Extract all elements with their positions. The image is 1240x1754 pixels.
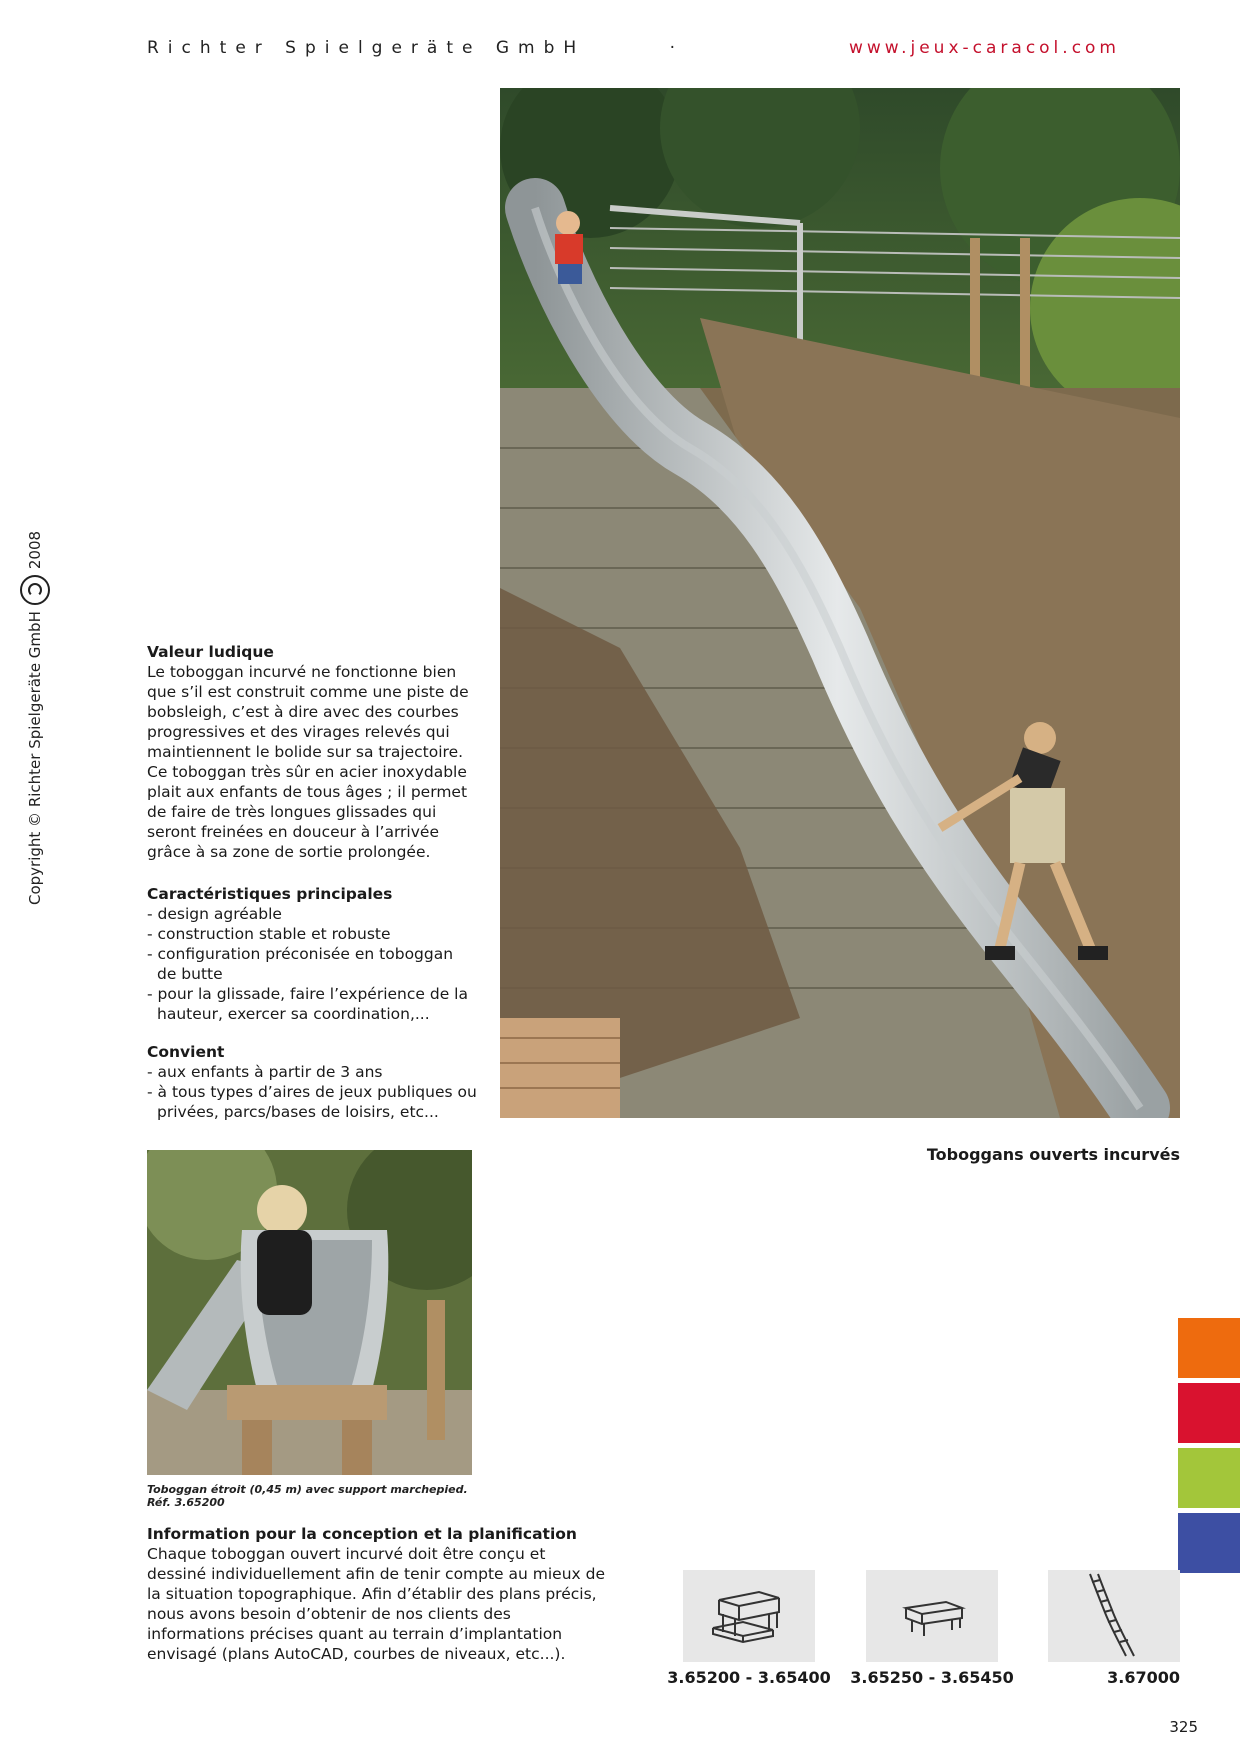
color-tab-blue[interactable]	[1178, 1513, 1240, 1573]
small-photo-caption	[147, 1483, 477, 1509]
color-tab-green[interactable]	[1178, 1448, 1240, 1508]
child-slide-illustration	[147, 1150, 472, 1475]
copyright-text: Copyright © Richter Spielgeräte GmbH	[26, 611, 44, 905]
page-number: 325	[1169, 1718, 1198, 1736]
convient-block	[147, 1042, 477, 1122]
convient-list	[147, 1062, 477, 1122]
product-code-2: 3.65250 - 3.65450	[850, 1668, 1014, 1687]
caracteristiques-list	[147, 904, 477, 1024]
color-tab-red[interactable]	[1178, 1383, 1240, 1443]
section-title: Toboggans ouverts incurvés	[926, 1145, 1180, 1164]
valeur-ludique-block	[147, 642, 477, 862]
header-company	[147, 38, 684, 58]
product-thumb-2[interactable]	[866, 1570, 998, 1662]
header-url[interactable]: www.jeux-caracol.com	[848, 38, 1120, 58]
caption-line-2: Réf. 3.65200	[147, 1496, 225, 1509]
product-code-1: 3.65200 - 3.65400	[667, 1668, 831, 1687]
header-separator: ·	[669, 38, 684, 58]
product-code-3: 3.67000	[1107, 1668, 1180, 1687]
information-body: Chaque toboggan ouvert incurvé doit être conçu et dessiné individuellement afin de tenir compte au mieux de la situation topographique. Afin d’établir des plans précis, nous avons besoin d’obtenir de nos clients des informations précises quant au terrain d’implantation envisagé (plans AutoCAD, courbes de niveaux, etc...).	[147, 1545, 606, 1663]
product-thumb-3[interactable]	[1048, 1570, 1180, 1662]
caption-line-1: Toboggan étroit (0,45 m) avec support marchepied.	[147, 1483, 468, 1496]
color-tab-orange[interactable]	[1178, 1318, 1240, 1378]
valeur-ludique-body: Le toboggan incurvé ne fonctionne bien que s’il est construit comme une piste de bobsleigh, c’est à dire avec des courbes progressives et des virages relevés qui maintiennent le bolide sur sa trajectoire. Ce toboggan très sûr en acier inoxydable plait aux enfants de tous âges ; il permet de faire de très longues glissades qui seront freinées en douceur à l’arrivée grâce à sa zone de sortie prolongée.	[147, 663, 469, 861]
product-thumb-1[interactable]	[683, 1570, 815, 1662]
list-item: - aux enfants à partir de 3 ans	[147, 1062, 477, 1082]
copyright-year: 2008	[26, 530, 44, 570]
copyright-vertical	[20, 485, 50, 905]
list-item: - pour la glissade, faire l’expérience de la hauteur, exercer sa coordination,...	[147, 984, 477, 1024]
list-item: - à tous types d’aires de jeux publiques ou privées, parcs/bases de loisirs, etc...	[147, 1082, 477, 1122]
slide-support-step-icon	[683, 1570, 815, 1662]
snail-logo-icon	[20, 575, 50, 605]
caracteristiques-title: Caractéristiques principales	[147, 885, 393, 903]
slide-support-icon	[866, 1570, 998, 1662]
information-block	[147, 1524, 607, 1664]
list-item: - construction stable et robuste	[147, 924, 477, 944]
information-title: Information pour la conception et la planification	[147, 1525, 577, 1543]
list-item: - design agréable	[147, 904, 477, 924]
convient-title: Convient	[147, 1043, 225, 1061]
list-item: - configuration préconisée en toboggan de butte	[147, 944, 477, 984]
small-photo-child-slide	[147, 1150, 472, 1475]
hill-slide-illustration	[500, 88, 1180, 1118]
valeur-ludique-title: Valeur ludique	[147, 643, 274, 661]
company-name: Richter Spielgeräte GmbH	[147, 38, 586, 58]
main-photo-hill-slide	[500, 88, 1180, 1118]
curved-slide-icon	[1048, 1570, 1180, 1662]
caracteristiques-block	[147, 884, 477, 1024]
